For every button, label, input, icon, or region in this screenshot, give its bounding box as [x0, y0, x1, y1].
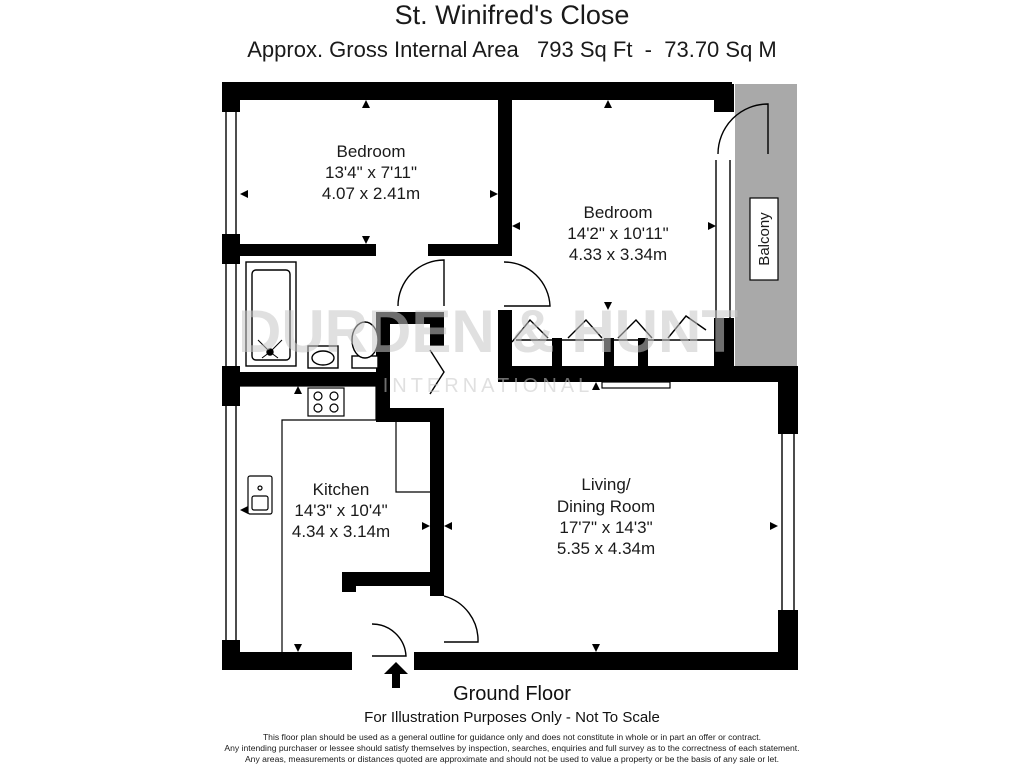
bedroom-2-name: Bedroom: [583, 203, 653, 222]
watermark-sub: INTERNATIONAL: [382, 375, 594, 397]
disclaimer-line-2: Any intending purchaser or lessee should satisfy themselves by inspection, searches, enquiries and full survey as to the correctness of each statement.: [224, 743, 800, 753]
bedroom-1-metric: 4.07 x 2.41m: [321, 184, 421, 203]
balcony-name: Balcony: [756, 212, 773, 266]
area-sqm: 73.70 Sq M: [664, 37, 777, 62]
kitchen-imperial: 14'3" x 10'4": [294, 501, 388, 520]
room-bedroom-2: [567, 203, 668, 264]
bedroom-2-imperial: 14'2" x 10'11": [567, 224, 669, 243]
room-balcony: [750, 198, 778, 280]
disclaimer: [0, 732, 1024, 765]
floor-label: Ground Floor: [453, 683, 571, 705]
bedroom-1-imperial: 13'4" x 7'11": [325, 163, 417, 182]
room-bedroom-1: [322, 142, 420, 203]
room-living: [557, 475, 655, 558]
area-sqft: 793 Sq Ft: [537, 37, 633, 62]
kitchen-metric: 4.34 x 3.14m: [291, 522, 391, 541]
watermark-brand: DURDEN & HUNT: [238, 298, 738, 365]
disclaimer-line-3: Any areas, measurements or distances quoted are approximate and should not be used to value a property or be the basis of any sale or let.: [244, 754, 780, 764]
bedroom-2-metric: 4.33 x 3.34m: [568, 245, 668, 264]
bedroom-1-name: Bedroom: [336, 142, 406, 161]
plan-title: St. Winifred's Close: [394, 0, 630, 30]
kitchen-name: Kitchen: [312, 480, 370, 499]
disclaimer-line-1: This floor plan should be used as a general outline for guidance only and does not constitute in whole or in part an offer or contract.: [262, 732, 762, 742]
area-separator: -: [644, 37, 652, 62]
living-name-2: Dining Room: [556, 497, 656, 516]
hob: [308, 388, 344, 416]
kitchen-sink: [248, 476, 272, 514]
area-label: Approx. Gross Internal Area: [247, 37, 519, 62]
living-name-1: Living/: [581, 475, 631, 494]
radiator: [602, 382, 670, 388]
room-kitchen: [292, 480, 390, 541]
illustration-note: For Illustration Purposes Only - Not To Scale: [364, 709, 660, 726]
living-metric: 5.35 x 4.34m: [556, 539, 656, 558]
living-imperial: 17'7" x 14'3": [559, 518, 653, 537]
